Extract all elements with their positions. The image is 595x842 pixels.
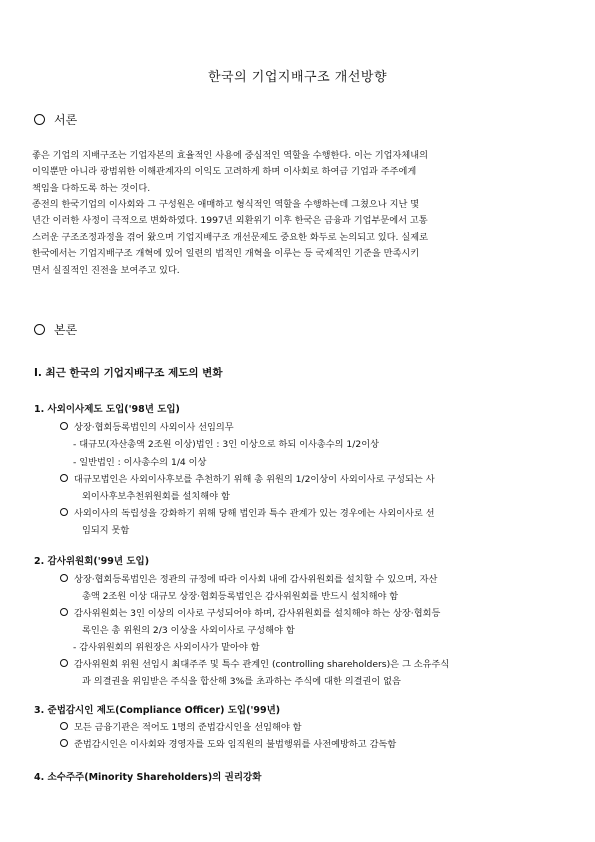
subsection-title-4: 4. 소수주주(Minority Shareholders)의 권리강화 [34,772,262,783]
circle-bullet-icon [60,659,68,667]
text-line: 책임을 다하도록 하는 것이다. [32,182,151,194]
intro-paragraph-1 [32,148,544,197]
circle-bullet-icon [60,574,68,582]
document-title: 한국의 기업지배구조 개선방향 [207,70,388,85]
chapter-heading: Ⅰ. 최근 한국의 기업지배구조 제도의 변화 [34,367,223,379]
text-line: 스러운 구조조정과정을 겪어 왔으며 기업지배구조 개선문제도 중요한 화두로 논의되고 있다. 실제로 [32,231,429,243]
circle-bullet-icon [34,114,45,125]
list-subitem: - 일반법인 : 이사총수의 1/4 이상 [73,457,207,468]
section-heading-intro [34,111,77,128]
section-heading-label: 서론 [54,113,78,127]
text-line: 종전의 한국기업의 이사회와 그 구성원은 애매하고 형식적인 역할을 수행하는데 그쳤으나 지난 몇 [32,199,420,210]
list-item: 상장·협회등록법인의 사외이사 선임의무 [60,419,234,433]
circle-bullet-icon [60,739,68,747]
list-item: 상장·협회등록법인은 정관의 규정에 따라 이사회 내에 감사위원회를 설치할 수 있으며, 자산 [60,571,437,585]
list-item: 사외이사의 독립성을 강화하기 위해 당해 법인과 특수 관계가 있는 경우에는 사외이사로 선 [60,505,435,519]
list-item: 모든 금융기관은 적어도 1명의 준법감시인을 선임해야 함 [60,719,302,733]
list-item: 감사위원회는 3인 이상의 이사로 구성되어야 하며, 감사위원회를 설치해야 하는 상장·협회등 [60,605,440,619]
subsection-title-2: 2. 감사위원회('99년 도입) [34,556,150,567]
list-item-continuation: 임되지 못함 [82,525,130,536]
circle-bullet-icon [60,608,68,616]
text-line: 면서 실질적인 진전을 보여주고 있다. [32,264,180,276]
list-item-continuation: 외이사후보추천위원회를 설치해야 함 [82,491,230,502]
text-line: 이익뿐만 아니라 광범위한 이해관계자의 이익도 고려하게 하며 이사회로 하여금 기업과 주주에게 [32,166,417,178]
circle-bullet-icon [60,508,68,516]
list-subitem: - 감사위원회의 위원장은 사외이사가 맡아야 함 [73,642,260,653]
list-subitem: - 대규모(자산총액 2조원 이상)법인 : 3인 이상으로 하되 이사총수의 1/2이상 [73,439,379,450]
circle-bullet-icon [60,422,68,430]
circle-bullet-icon [60,474,68,482]
list-item-continuation: 록인은 총 위원의 2/3 이상을 사외이사로 구성해야 함 [82,625,295,636]
text-line: 년간 이러한 사정이 극적으로 변화하였다. 1997년 외환위기 이후 한국은 금융과 기업부문에서 고통 [32,215,428,227]
section-heading-label: 본론 [54,323,78,337]
subsection-title-1: 1. 사외이사제도 도입('98년 도입) [34,404,180,415]
section-heading-body [34,321,77,338]
circle-bullet-icon [34,324,45,335]
circle-bullet-icon [60,722,68,730]
list-item-continuation: 총액 2조원 이상 대규모 상장·협회등록법인은 감사위원회를 반드시 설치해야 함 [82,591,399,602]
list-item: 감사위원회 위원 선임시 최대주주 및 특수 관계인 (controlling shareholders)은 그 소유주식 [60,656,449,670]
list-item-continuation: 과 의결권을 위임받은 주식을 합산해 3%를 초과하는 주식에 대한 의결권이 없음 [82,676,401,687]
subsection-title-3: 3. 준법감시인 제도(Compliance Officer) 도입('99년) [34,705,281,716]
list-item: 준법감시인은 이사회와 경영자를 도와 임직원의 불법행위를 사전예방하고 감독함 [60,736,396,750]
text-line: 좋은 기업의 지배구조는 기업자본의 효율적인 사용에 중심적인 역할을 수행한다. 이는 기업자체내의 [32,150,429,161]
list-item: 대규모법인은 사외이사후보를 추천하기 위해 총 위원의 1/2이상이 사외이사로 구성되는 사 [60,471,435,485]
text-line: 한국에서는 기업지배구조 개혁에 있어 일련의 법적인 개혁을 이루는 등 국제적인 기준을 만족시키 [32,248,420,260]
intro-paragraph-2 [32,197,544,279]
